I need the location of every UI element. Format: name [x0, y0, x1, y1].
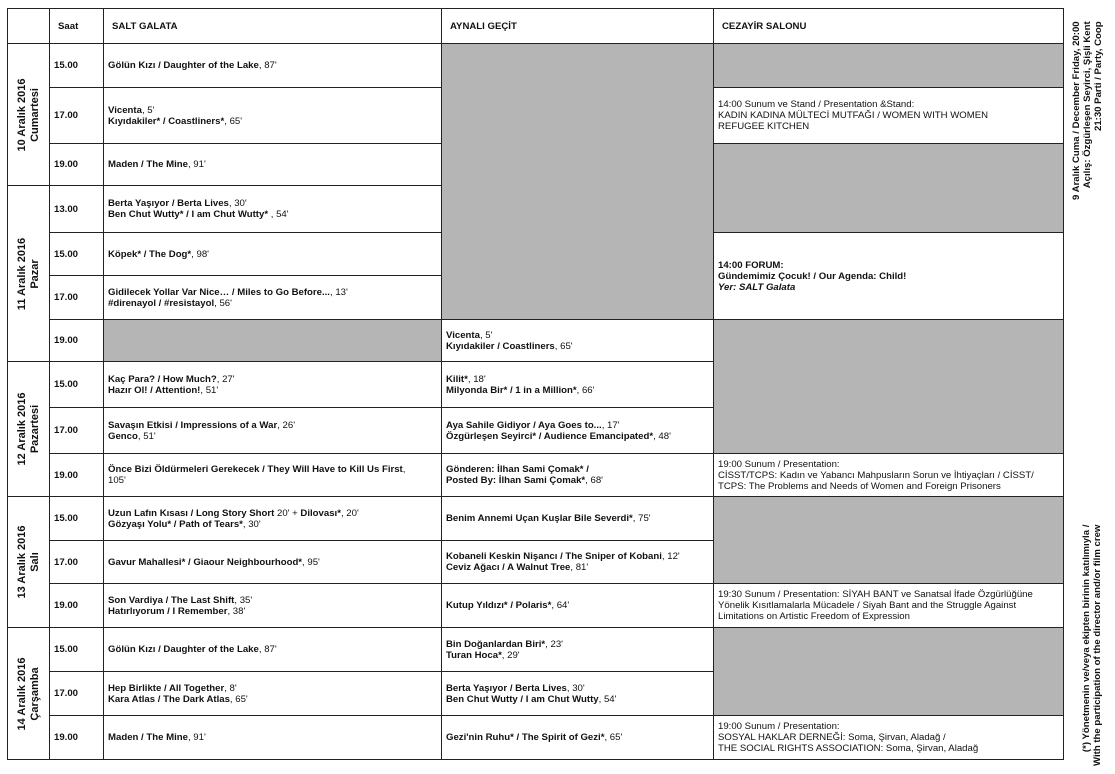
film-line	[108, 557, 437, 568]
header-saat: Saat	[50, 9, 104, 44]
salt-galata-slot	[104, 497, 442, 541]
film-line	[446, 694, 709, 705]
film-line	[108, 60, 437, 71]
film-line	[446, 431, 709, 442]
film-line	[108, 385, 437, 396]
film-line	[108, 249, 437, 260]
film-line	[446, 600, 709, 611]
salt-galata-slot	[104, 233, 442, 276]
event-line: Limitations on Artistic Freedom of Expression	[718, 611, 910, 622]
day-weekday: Pazartesi	[28, 404, 41, 454]
aynali-gecit-slot	[442, 716, 714, 760]
film-line	[446, 683, 709, 694]
film-line	[446, 385, 709, 396]
header-salt-galata: SALT GALATA	[104, 9, 442, 44]
time-cell: 15.00	[50, 44, 104, 88]
salt-galata-slot	[104, 672, 442, 716]
film-duration: , 54'	[268, 209, 289, 220]
film-duration: , 27'	[216, 373, 235, 385]
film-title: Hatırlıyorum / I Remember	[108, 605, 228, 617]
salt-galata-slot	[104, 362, 442, 408]
film-duration: , 95'	[302, 556, 320, 568]
film-line	[108, 606, 437, 617]
film-title: Ben Chut Wutty* / I am Chut Wutty*	[108, 209, 269, 220]
film-line	[446, 639, 709, 650]
film-title: Hep Birlikte / All Together	[108, 682, 225, 694]
day-weekday: Pazar	[28, 258, 41, 289]
schedule-row	[8, 44, 1064, 88]
film-line	[108, 374, 437, 385]
time-cell: 15.00	[50, 497, 104, 541]
film-duration: , 65'	[224, 115, 243, 127]
schedule-row	[8, 497, 1064, 541]
opening-line: 21:30 Parti / Party, Coop	[1093, 21, 1104, 132]
salt-galata-slot	[104, 44, 442, 88]
day-date: 14 Aralık 2016	[15, 657, 28, 730]
film-line	[108, 198, 437, 209]
film-line	[108, 644, 437, 655]
film-duration: , 35'	[234, 594, 253, 606]
film-title: Kutup Yıldızı* / Polaris*	[446, 600, 552, 611]
header-aynali-gecit: AYNALI GEÇİT	[442, 9, 714, 44]
time-cell: 19.00	[50, 454, 104, 497]
salt-galata-slot	[104, 144, 442, 186]
film-duration: , 65'	[554, 340, 573, 352]
schedule-row	[8, 584, 1064, 628]
film-title: Posted By: İlhan Sami Çomak*	[446, 475, 586, 486]
time-cell: 17.00	[50, 541, 104, 584]
film-line	[108, 431, 437, 442]
time-cell: 17.00	[50, 408, 104, 454]
day-weekday: Salı	[28, 552, 41, 572]
event-line: TCPS: The Problems and Needs of Women and Foreign Prisoners	[718, 480, 1001, 492]
film-duration: , 8'	[224, 682, 237, 694]
film-duration: , 30'	[242, 518, 261, 530]
film-title: Benim Annemi Uçan Kuşlar Bile Severdi*	[446, 513, 633, 524]
header-empty-cell	[8, 9, 50, 44]
aynali-gecit-slot	[442, 672, 714, 716]
film-duration: ,	[402, 464, 406, 475]
film-duration: , 64'	[551, 600, 570, 611]
film-duration: , 81'	[570, 562, 589, 573]
day-label-text	[16, 526, 42, 599]
day-weekday: Cumartesi	[28, 87, 41, 142]
film-duration: , 65'	[229, 693, 248, 705]
film-duration: , 5'	[479, 329, 493, 341]
film-duration: , 98'	[191, 248, 209, 260]
cezayir-event	[714, 88, 1064, 144]
film-line	[446, 732, 709, 743]
film-line	[108, 694, 437, 705]
film-title: Kara Atlas / The Dark Atlas	[108, 693, 230, 705]
film-duration: , 51'	[200, 384, 219, 396]
film-title: Vicenta	[446, 329, 480, 341]
film-duration: , 87'	[258, 644, 277, 655]
day-weekday: Çarşamba	[28, 666, 41, 721]
film-title: Köpek* / The Dog*	[108, 248, 192, 260]
cezayir-event	[714, 454, 1064, 497]
empty-slot	[714, 628, 1064, 716]
aynali-gecit-slot	[442, 628, 714, 672]
film-line	[446, 464, 709, 475]
opening-line: 9 Aralık Cuma / December Friday, 20:00	[1071, 21, 1082, 200]
day-label-text	[16, 657, 42, 730]
schedule-row	[8, 628, 1064, 672]
aynali-gecit-slot	[442, 584, 714, 628]
event-line: 19:00 Sunum / Presentation:	[718, 721, 840, 732]
film-line	[108, 287, 437, 298]
footnote-line: With the participation of the director and/or film crew	[1092, 524, 1103, 766]
event-line: 14:00 Sunum ve Stand / Presentation &Stand:	[718, 99, 915, 110]
film-title: Gavur Mahallesi* / Giaour Neighbourhood*	[108, 556, 303, 568]
film-duration: , 91'	[187, 159, 206, 170]
film-line	[446, 330, 709, 341]
film-line	[108, 475, 437, 486]
empty-slot	[714, 497, 1064, 584]
film-title: Ben Chut Wutty / I am Chut Wutty	[446, 693, 599, 705]
time-cell: 15.00	[50, 628, 104, 672]
time-cell: 19.00	[50, 320, 104, 362]
aynali-gecit-slot	[442, 541, 714, 584]
film-title: Kaç Para? / How Much?	[108, 373, 217, 385]
side-note-footnote	[1081, 525, 1103, 766]
salt-galata-slot	[104, 628, 442, 672]
day-label-text	[16, 393, 42, 466]
film-title: Kobaneli Keskin Nişancı / The Sniper of Kobani	[446, 551, 662, 562]
event-line: THE SOCIAL RIGHTS ASSOCIATION: Soma, Şirvan, Aladağ	[718, 743, 979, 754]
film-title: Kilit*	[446, 373, 468, 385]
time-cell: 15.00	[50, 233, 104, 276]
film-duration: , 54'	[598, 693, 617, 705]
empty-slot	[104, 320, 442, 362]
film-duration: , 91'	[187, 732, 206, 743]
film-duration: , 56'	[214, 297, 232, 309]
film-title: #direnayol / #resistayol	[108, 297, 215, 309]
film-title: Ceviz Ağacı / A Walnut Tree	[446, 562, 571, 573]
film-title: Berta Yaşıyor / Berta Lives	[108, 198, 229, 209]
film-duration: , 30'	[566, 682, 585, 694]
salt-galata-slot	[104, 541, 442, 584]
event-line: Gündemimiz Çocuk! / Our Agenda: Child!	[718, 270, 907, 282]
film-title: Vicenta	[108, 104, 142, 116]
time-cell: 19.00	[50, 144, 104, 186]
film-title: Maden / The Mine	[108, 159, 188, 170]
day-label	[8, 44, 50, 186]
film-line	[446, 562, 709, 573]
aynali-gecit-slot	[442, 320, 714, 362]
film-title: Kıyıdakiler* / Coastliners*	[108, 115, 225, 127]
aynali-gecit-slot	[442, 408, 714, 454]
time-cell: 15.00	[50, 362, 104, 408]
film-duration: , 23'	[545, 638, 563, 650]
cezayir-event	[714, 584, 1064, 628]
film-duration: , 30'	[228, 198, 247, 209]
film-duration: , 65'	[604, 732, 623, 743]
cezayir-event	[714, 716, 1064, 760]
film-line	[108, 595, 437, 606]
side-note-opening	[1071, 21, 1104, 200]
film-line	[446, 420, 709, 431]
schedule-row	[8, 716, 1064, 760]
film-title: Gezi'nin Ruhu* / The Spirit of Gezi*	[446, 732, 605, 743]
film-title: Savaşın Etkisi / Impressions of a War	[108, 419, 278, 431]
film-duration: , 13'	[329, 286, 348, 298]
film-line	[446, 513, 709, 524]
film-duration: , 38'	[227, 605, 246, 617]
aynali-gecit-slot	[442, 454, 714, 497]
salt-galata-slot	[104, 716, 442, 760]
event-line: REFUGEE KITCHEN	[718, 121, 810, 132]
film-line	[108, 159, 437, 170]
film-duration: , 17'	[601, 419, 620, 431]
film-duration: , 20'	[340, 507, 359, 519]
film-title: Hazır Ol! / Attention!	[108, 384, 201, 396]
film-title: Milyonda Bir* / 1 in a Million*	[446, 384, 577, 396]
film-line	[108, 420, 437, 431]
opening-line: Açılış: Özgürleşen Seyirci, Şişli Kent	[1082, 21, 1093, 189]
film-title: Önce Bizi Öldürmeleri Gerekecek / They Will Have to Kill Us First	[108, 464, 403, 475]
film-title: Aya Sahile Gidiyor / Aya Goes to...	[446, 419, 602, 431]
film-title: Maden / The Mine	[108, 732, 188, 743]
event-line: KADIN KADINA MÜLTECİ MUTFAĞI / WOMEN WITH WOMEN	[718, 110, 989, 121]
event-line: 14:00 FORUM:	[718, 259, 784, 271]
film-line	[108, 298, 437, 309]
salt-galata-slot	[104, 276, 442, 320]
film-duration: 20' +	[274, 507, 301, 519]
film-line	[108, 508, 437, 519]
salt-galata-slot	[104, 584, 442, 628]
empty-slot	[442, 44, 714, 320]
film-line	[108, 105, 437, 116]
day-label-text	[16, 78, 42, 151]
film-title: Turan Hoca*	[446, 649, 502, 661]
day-label	[8, 362, 50, 497]
day-date: 12 Aralık 2016	[15, 392, 28, 466]
film-duration: , 48'	[653, 430, 671, 442]
film-title: Dilovası*	[300, 507, 341, 519]
film-title: Gidilecek Yollar Var Nice… / Miles to Go Before...	[108, 286, 330, 298]
film-title: Gölün Kızı / Daughter of the Lake	[108, 644, 259, 655]
film-duration: , 75'	[632, 513, 651, 524]
film-line	[446, 475, 709, 486]
event-line: SOSYAL HAKLAR DERNEĞİ: Soma, Şirvan, Aladağ /	[718, 732, 946, 743]
time-cell: 19.00	[50, 584, 104, 628]
film-title: Gönderen: İlhan Sami Çomak* /	[446, 464, 589, 475]
film-duration: , 66'	[576, 384, 595, 396]
film-title: Kıyıdakiler / Coastliners	[446, 340, 555, 352]
salt-galata-slot	[104, 88, 442, 144]
film-title: Gölün Kızı / Daughter of the Lake	[108, 60, 259, 71]
film-line	[446, 650, 709, 661]
day-label	[8, 497, 50, 628]
day-date: 11 Aralık 2016	[15, 237, 28, 310]
film-duration: , 68'	[585, 475, 603, 486]
salt-galata-slot	[104, 408, 442, 454]
time-cell: 17.00	[50, 276, 104, 320]
film-title: Bin Doğanlardan Biri*	[446, 638, 546, 650]
film-title: Berta Yaşıyor / Berta Lives	[446, 682, 567, 694]
film-line	[108, 116, 437, 127]
empty-slot	[714, 144, 1064, 233]
time-cell: 17.00	[50, 88, 104, 144]
film-duration: , 18'	[467, 373, 486, 385]
day-date: 10 Aralık 2016	[15, 78, 28, 151]
aynali-gecit-slot	[442, 362, 714, 408]
header-cezayir-salonu: CEZAYİR SALONU	[714, 9, 1064, 44]
footnote-line: (*) Yönetmenin ve/veya ekipten birinin katılımıyla /	[1081, 524, 1092, 753]
event-line: 19:30 Sunum / Presentation: SİYAH BANT ve Sanatsal İfade Özgürlüğüne	[718, 589, 1033, 600]
day-label	[8, 628, 50, 760]
film-duration: 105'	[108, 475, 126, 486]
film-duration: , 26'	[277, 419, 296, 431]
empty-slot	[714, 44, 1064, 88]
time-cell: 13.00	[50, 186, 104, 233]
film-line	[108, 209, 437, 220]
schedule-row	[8, 454, 1064, 497]
schedule-row	[8, 320, 1064, 362]
film-line	[446, 374, 709, 385]
film-title: Gözyaşı Yolu* / Path of Tears*	[108, 518, 243, 530]
film-line	[108, 519, 437, 530]
event-line: Yer: SALT Galata	[718, 281, 796, 293]
film-duration: , 29'	[501, 649, 520, 661]
film-title: Genco	[108, 430, 138, 442]
event-line: CİSST/TCPS: Kadın ve Yabancı Mahpusların Sorun ve İhtiyaçları / CİSST/	[718, 469, 1034, 481]
salt-galata-slot	[104, 186, 442, 233]
day-label-text	[16, 237, 42, 309]
cezayir-event	[714, 233, 1064, 320]
film-line	[108, 464, 437, 475]
film-line	[108, 683, 437, 694]
film-duration: , 51'	[137, 430, 156, 442]
film-title: Son Vardiya / The Last Shift	[108, 594, 235, 606]
time-cell: 17.00	[50, 672, 104, 716]
salt-galata-slot	[104, 454, 442, 497]
film-line	[446, 341, 709, 352]
day-label	[8, 186, 50, 362]
aynali-gecit-slot	[442, 497, 714, 541]
film-line	[108, 732, 437, 743]
film-duration: , 87'	[258, 60, 277, 71]
event-line: Yönelik Kısıtlamalarla Mücadele / Siyah Bant and the Struggle Against	[718, 600, 1017, 611]
day-date: 13 Aralık 2016	[15, 525, 28, 599]
event-line: 19:00 Sunum / Presentation:	[718, 458, 840, 470]
film-title: Uzun Lafın Kısası / Long Story Short	[108, 507, 275, 519]
film-line	[446, 551, 709, 562]
film-title: Özgürleşen Seyirci* / Audience Emancipated*	[446, 430, 654, 442]
time-cell: 19.00	[50, 716, 104, 760]
film-duration: , 12'	[661, 551, 680, 562]
film-duration: , 5'	[141, 104, 155, 116]
empty-slot	[714, 320, 1064, 454]
schedule-table	[7, 8, 1064, 760]
